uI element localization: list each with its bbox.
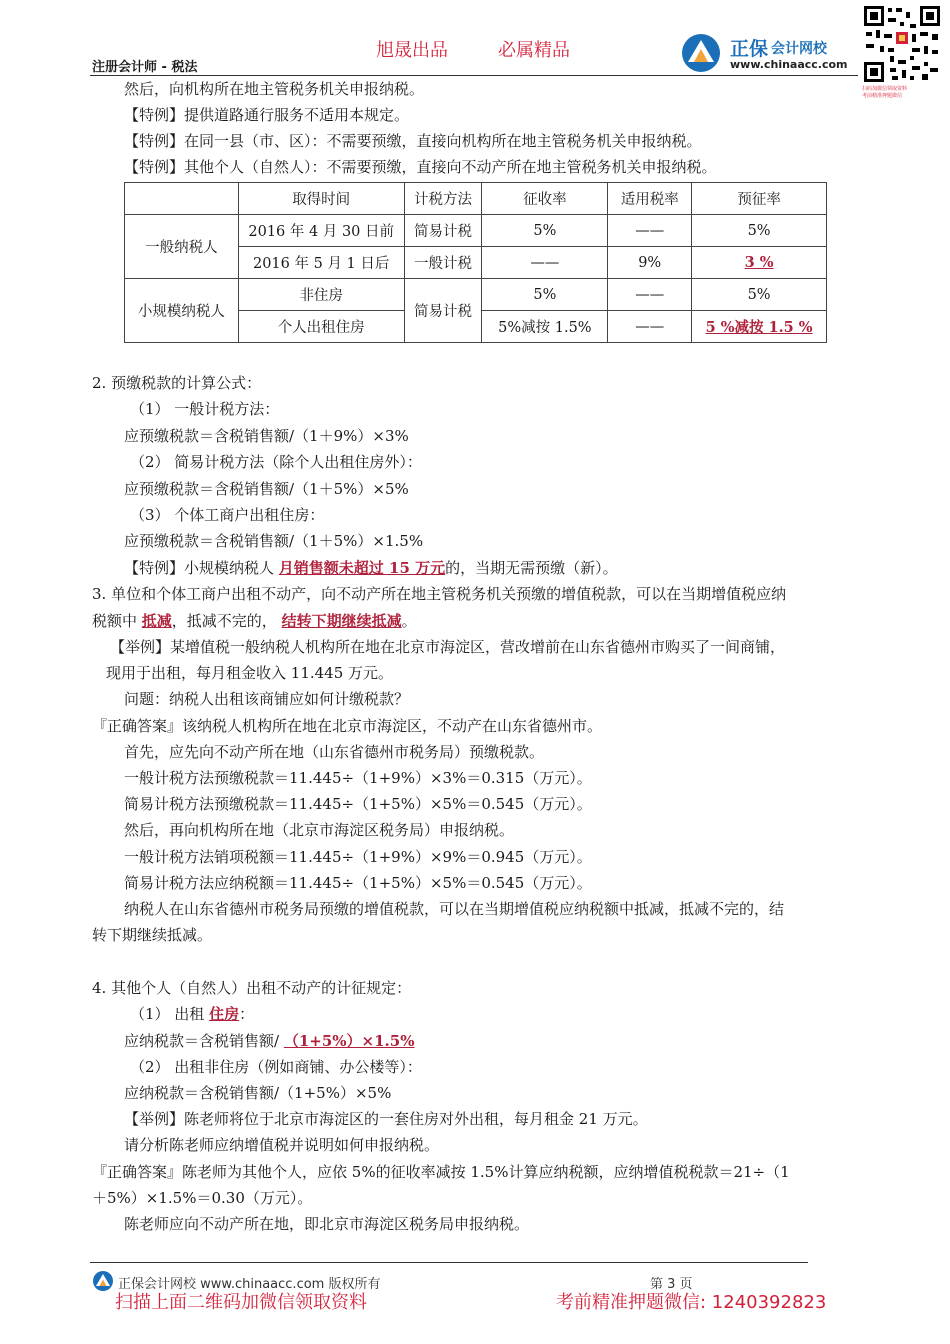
formula-line: 一般计税方法预缴税款＝11.445÷（1+9%）×3%＝0.315（万元）。: [124, 769, 592, 787]
table-header: 适用税率: [608, 183, 692, 215]
qr-caption: 扫码加微信领取资料 考前精准押题微信: [862, 86, 908, 99]
table-cell: 9%: [608, 247, 692, 279]
footer-divider: [90, 1262, 808, 1263]
prepay-rate-table: [124, 182, 827, 343]
table-group-label: 一般纳税人: [125, 215, 239, 279]
section-heading: 4. 其他个人（自然人）出租不动产的计征规定：: [92, 979, 412, 997]
table-cell: 一般计税: [404, 247, 482, 279]
example-line: 纳税人在山东省德州市税务局预缴的增值税款，可以在当期增值税应纳税额中抵减，抵减不完的，结: [124, 900, 785, 918]
section-heading: 3. 单位和个体工商户出租不动产，向不动产所在地主管税务机关预缴的增值税款，可以在当期增值税应纳: [92, 585, 787, 603]
answer-line: 『正确答案』陈老师为其他个人，应依 5%的征收率减按 1.5%计算应纳税额，应纳增值税税款＝21÷（1: [92, 1163, 790, 1181]
formula-line: 应预缴税款＝含税销售额/（1＋9%）×3%: [124, 427, 409, 445]
section-heading: 2. 预缴税款的计算公式：: [92, 374, 262, 392]
table-cell: 个人出租住房: [238, 311, 404, 343]
table-cell: ——: [608, 279, 692, 311]
example-line: 首先，应先向不动产所在地（山东省德州市税务局）预缴税款。: [124, 743, 545, 761]
text-line: 然后，向机构所在地主管税务机关申报纳税。: [124, 80, 425, 98]
footer-promo-left: 扫描上面二维码加微信领取资料: [115, 1292, 367, 1313]
table-cell: 非住房: [238, 279, 404, 311]
formula-line: 简易计税方法应纳税额＝11.445÷（1+5%）×5%＝0.545（万元）。: [124, 874, 592, 892]
footer-promo-right: 考前精准押题微信: 1240392823: [556, 1292, 827, 1313]
slogan-2: 必属精品: [498, 40, 570, 61]
text-line: （3） 个体工商户出租住房：: [130, 506, 325, 524]
table-cell: ——: [482, 247, 608, 279]
table-cell-highlight: 3 %: [692, 247, 827, 279]
example-line: 问题：纳税人出租该商铺应如何计缴税款？: [124, 690, 410, 708]
table-cell: 2016 年 4 月 30 日前: [238, 215, 404, 247]
table-header: 征收率: [482, 183, 608, 215]
example-line: 转下期继续抵减。: [92, 926, 213, 944]
example-line: 然后，再向机构所在地（北京市海淀区税务局）申报纳税。: [124, 821, 515, 839]
example-line: 【举例】陈老师将位于北京市海淀区的一套住房对外出租，每月租金 21 万元。: [124, 1110, 648, 1128]
answer-line: 『正确答案』该纳税人机构所在地在北京市海淀区，不动产在山东省德州市。: [92, 717, 603, 735]
table-header: 计税方法: [404, 183, 482, 215]
slogan-1: 旭晟出品: [376, 40, 448, 61]
formula-line: 应纳税款＝含税销售额/ （1+5%）×1.5%: [124, 1032, 415, 1050]
table-header-empty: [125, 183, 239, 215]
formula-line: 简易计税方法预缴税款＝11.445÷（1+5%）×5%＝0.545（万元）。: [124, 795, 592, 813]
table-cell: 简易计税: [404, 215, 482, 247]
formula-line: 一般计税方法销项税额＝11.445÷（1+9%）×9%＝0.945（万元）。: [124, 848, 592, 866]
subject-title: 注册会计师 - 税法: [92, 60, 198, 75]
text-line: 【特例】在同一县（市、区）：不需要预缴，直接向机构所在地主管税务机关申报纳税。: [124, 132, 702, 150]
special-case-line: 【特例】小规模纳税人 月销售额未超过 15 万元的，当期无需预缴（新）。: [124, 559, 618, 577]
header-logo: [680, 32, 850, 74]
table-cell: 5%: [692, 279, 827, 311]
page-number: 第 3 页: [650, 1277, 693, 1292]
answer-line: ＋5%）×1.5%＝0.30（万元）。: [92, 1189, 313, 1207]
text-line: （1） 一般计税方法：: [130, 400, 280, 418]
table-cell: 5%: [692, 215, 827, 247]
footer-copyright: 正保会计网校 www.chinaacc.com 版权所有: [118, 1277, 381, 1292]
table-cell: ——: [608, 215, 692, 247]
text-line: （2） 出租非住房（例如商铺、办公楼等）：: [130, 1058, 422, 1076]
formula-line: 应预缴税款＝含税销售额/（1＋5%）×5%: [124, 480, 409, 498]
example-line: 【举例】某增值税一般纳税人机构所在地在北京市海淀区，营改增前在山东省德州市购买了一间商铺，: [110, 638, 786, 656]
table-cell: 2016 年 5 月 1 日后: [238, 247, 404, 279]
table-cell: 5%: [482, 215, 608, 247]
table-cell: 5%减按 1.5%: [482, 311, 608, 343]
table-cell: ——: [608, 311, 692, 343]
table-group-label: 小规模纳税人: [125, 279, 239, 343]
text-line: 【特例】其他个人（自然人）：不需要预缴，直接向不动产所在地主管税务机关申报纳税。: [124, 158, 717, 176]
text-line: （1） 出租 住房：: [130, 1005, 255, 1023]
table-cell-highlight: 5 %减按 1.5 %: [692, 311, 827, 343]
logo-main: 正保: [730, 38, 769, 60]
logo-url: www.chinaacc.com: [730, 58, 848, 71]
example-line: 请分析陈老师应纳增值税并说明如何申报纳税。: [124, 1136, 440, 1154]
formula-line: 应纳税款＝含税销售额/（1+5%）×5%: [124, 1084, 392, 1102]
table-header: 取得时间: [238, 183, 404, 215]
table-cell: 简易计税: [404, 279, 482, 343]
footer-logo-icon: [92, 1270, 114, 1292]
formula-line: 应预缴税款＝含税销售额/（1＋5%）×1.5%: [124, 532, 424, 550]
logo-icon: [680, 32, 724, 74]
qr-code-icon: [862, 4, 942, 84]
table-header: 预征率: [692, 183, 827, 215]
example-line: 陈老师应向不动产所在地，即北京市海淀区税务局申报纳税。: [124, 1215, 530, 1233]
table-cell: 5%: [482, 279, 608, 311]
text-line: 【特例】提供道路通行服务不适用本规定。: [124, 106, 410, 124]
example-line: 现用于出租，每月租金收入 11.445 万元。: [106, 664, 394, 682]
logo-sub: 会计网校: [771, 41, 827, 57]
text-line: （2） 简易计税方法（除个人出租住房外）：: [130, 453, 422, 471]
header-divider: [90, 75, 858, 76]
text-line: 税额中 抵减，抵减不完的， 结转下期继续抵减。: [92, 612, 417, 630]
